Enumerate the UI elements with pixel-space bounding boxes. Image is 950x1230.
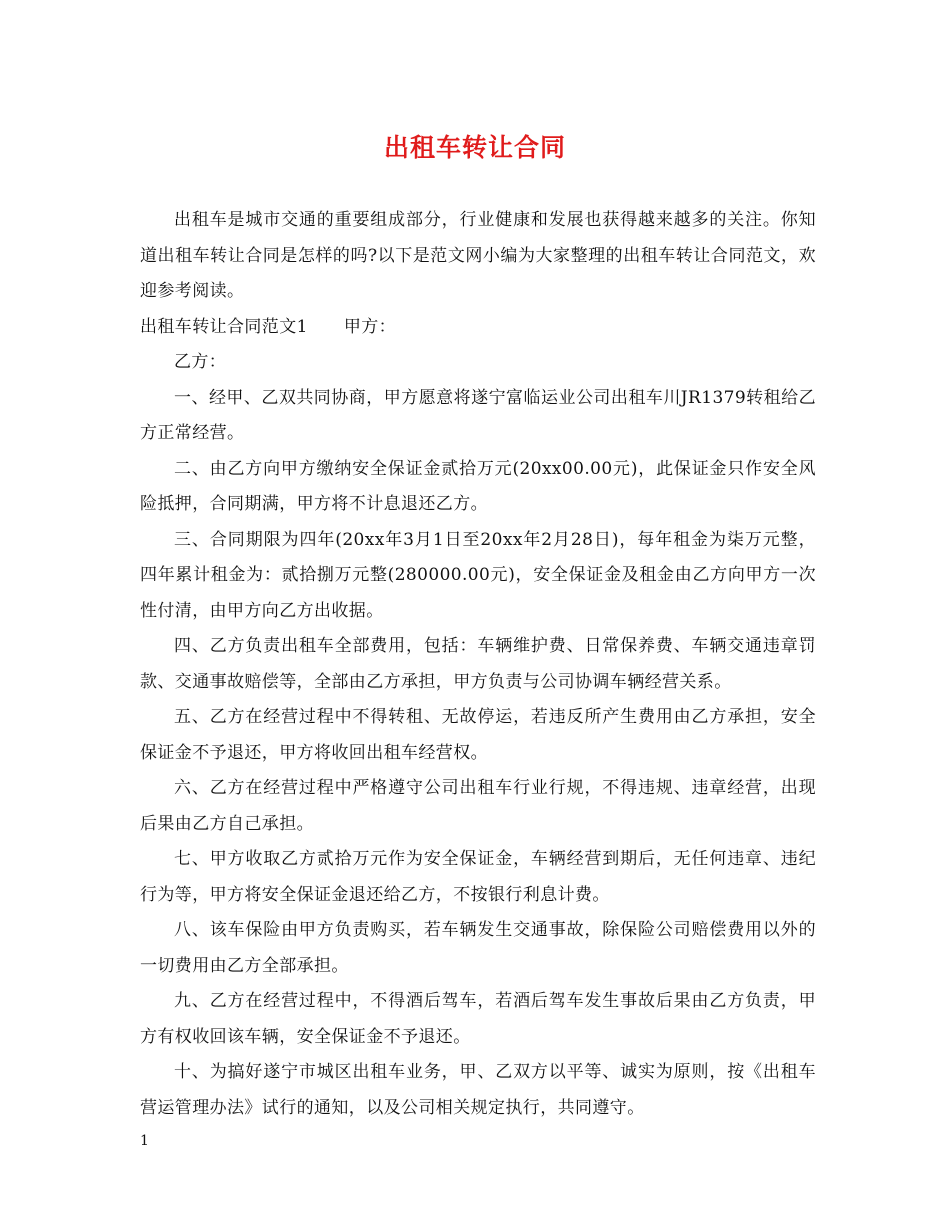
clause-paragraph: 六、乙方在经营过程中严格遵守公司出租车行业行规，不得违规、违章经营，出现后果由乙方自己承担。 xyxy=(140,778,816,834)
clause-paragraph: 四、乙方负责出租车全部费用，包括：车辆维护费、日常保养费、车辆交通违章罚款、交通事故赔偿等，全部由乙方承担，甲方负责与公司协调车辆经营关系。 xyxy=(140,636,816,692)
document-title: 出租车转让合同 xyxy=(383,133,566,162)
intro-paragraph: 出租车是城市交通的重要组成部分，行业健康和发展也获得越来越多的关注。你知道出租车转让合同是怎样的吗?以下是范文网小编为大家整理的出租车转让合同范文，欢迎参考阅读。 xyxy=(140,210,816,301)
clause-paragraph: 八、该车保险由甲方负责购买，若车辆发生交通事故，除保险公司赔偿费用以外的一切费用由乙方全部承担。 xyxy=(140,920,816,976)
page-number: 1 xyxy=(140,1133,149,1149)
section-label: 出租车转让合同范文1 xyxy=(140,316,308,337)
document-body xyxy=(140,203,816,1126)
clause-paragraph: 二、由乙方向甲方缴纳安全保证金贰拾万元(20xx00.00元)，此保证金只作安全风险抵押，合同期满，甲方将不计息退还乙方。 xyxy=(140,458,816,514)
clause-paragraph: 三、合同期限为四年(20xx年3月1日至20xx年2月28日)，每年租金为柒万元整，四年累计租金为：贰拾捌万元整(280000.00元)，安全保证金及租金由乙方向甲方一次性付清，由甲方向乙方出收据。 xyxy=(140,529,816,621)
clause-paragraph: 九、乙方在经营过程中，不得酒后驾车，若酒后驾车发生事故后果由乙方负责，甲方有权收回该车辆，安全保证金不予退还。 xyxy=(140,991,816,1047)
section-heading-line xyxy=(140,310,816,346)
party-b-label: 乙方： xyxy=(174,352,227,372)
party-a-label: 甲方： xyxy=(343,316,397,337)
clause-paragraph: 十、为搞好遂宁市城区出租车业务，甲、乙双方以平等、诚实为原则，按《出租车营运管理办法》试行的通知，以及公司相关规定执行，共同遵守。 xyxy=(140,1062,816,1118)
clause-paragraph: 七、甲方收取乙方贰拾万元作为安全保证金，车辆经营到期后，无任何违章、违纪行为等，甲方将安全保证金退还给乙方，不按银行利息计费。 xyxy=(140,849,816,905)
clause-paragraph: 五、乙方在经营过程中不得转租、无故停运，若违反所产生费用由乙方承担，安全保证金不予退还，甲方将收回出租车经营权。 xyxy=(140,707,816,763)
clause-paragraph: 一、经甲、乙双共同协商，甲方愿意将遂宁富临运业公司出租车川JR1379转租给乙方正常经营。 xyxy=(140,387,816,443)
